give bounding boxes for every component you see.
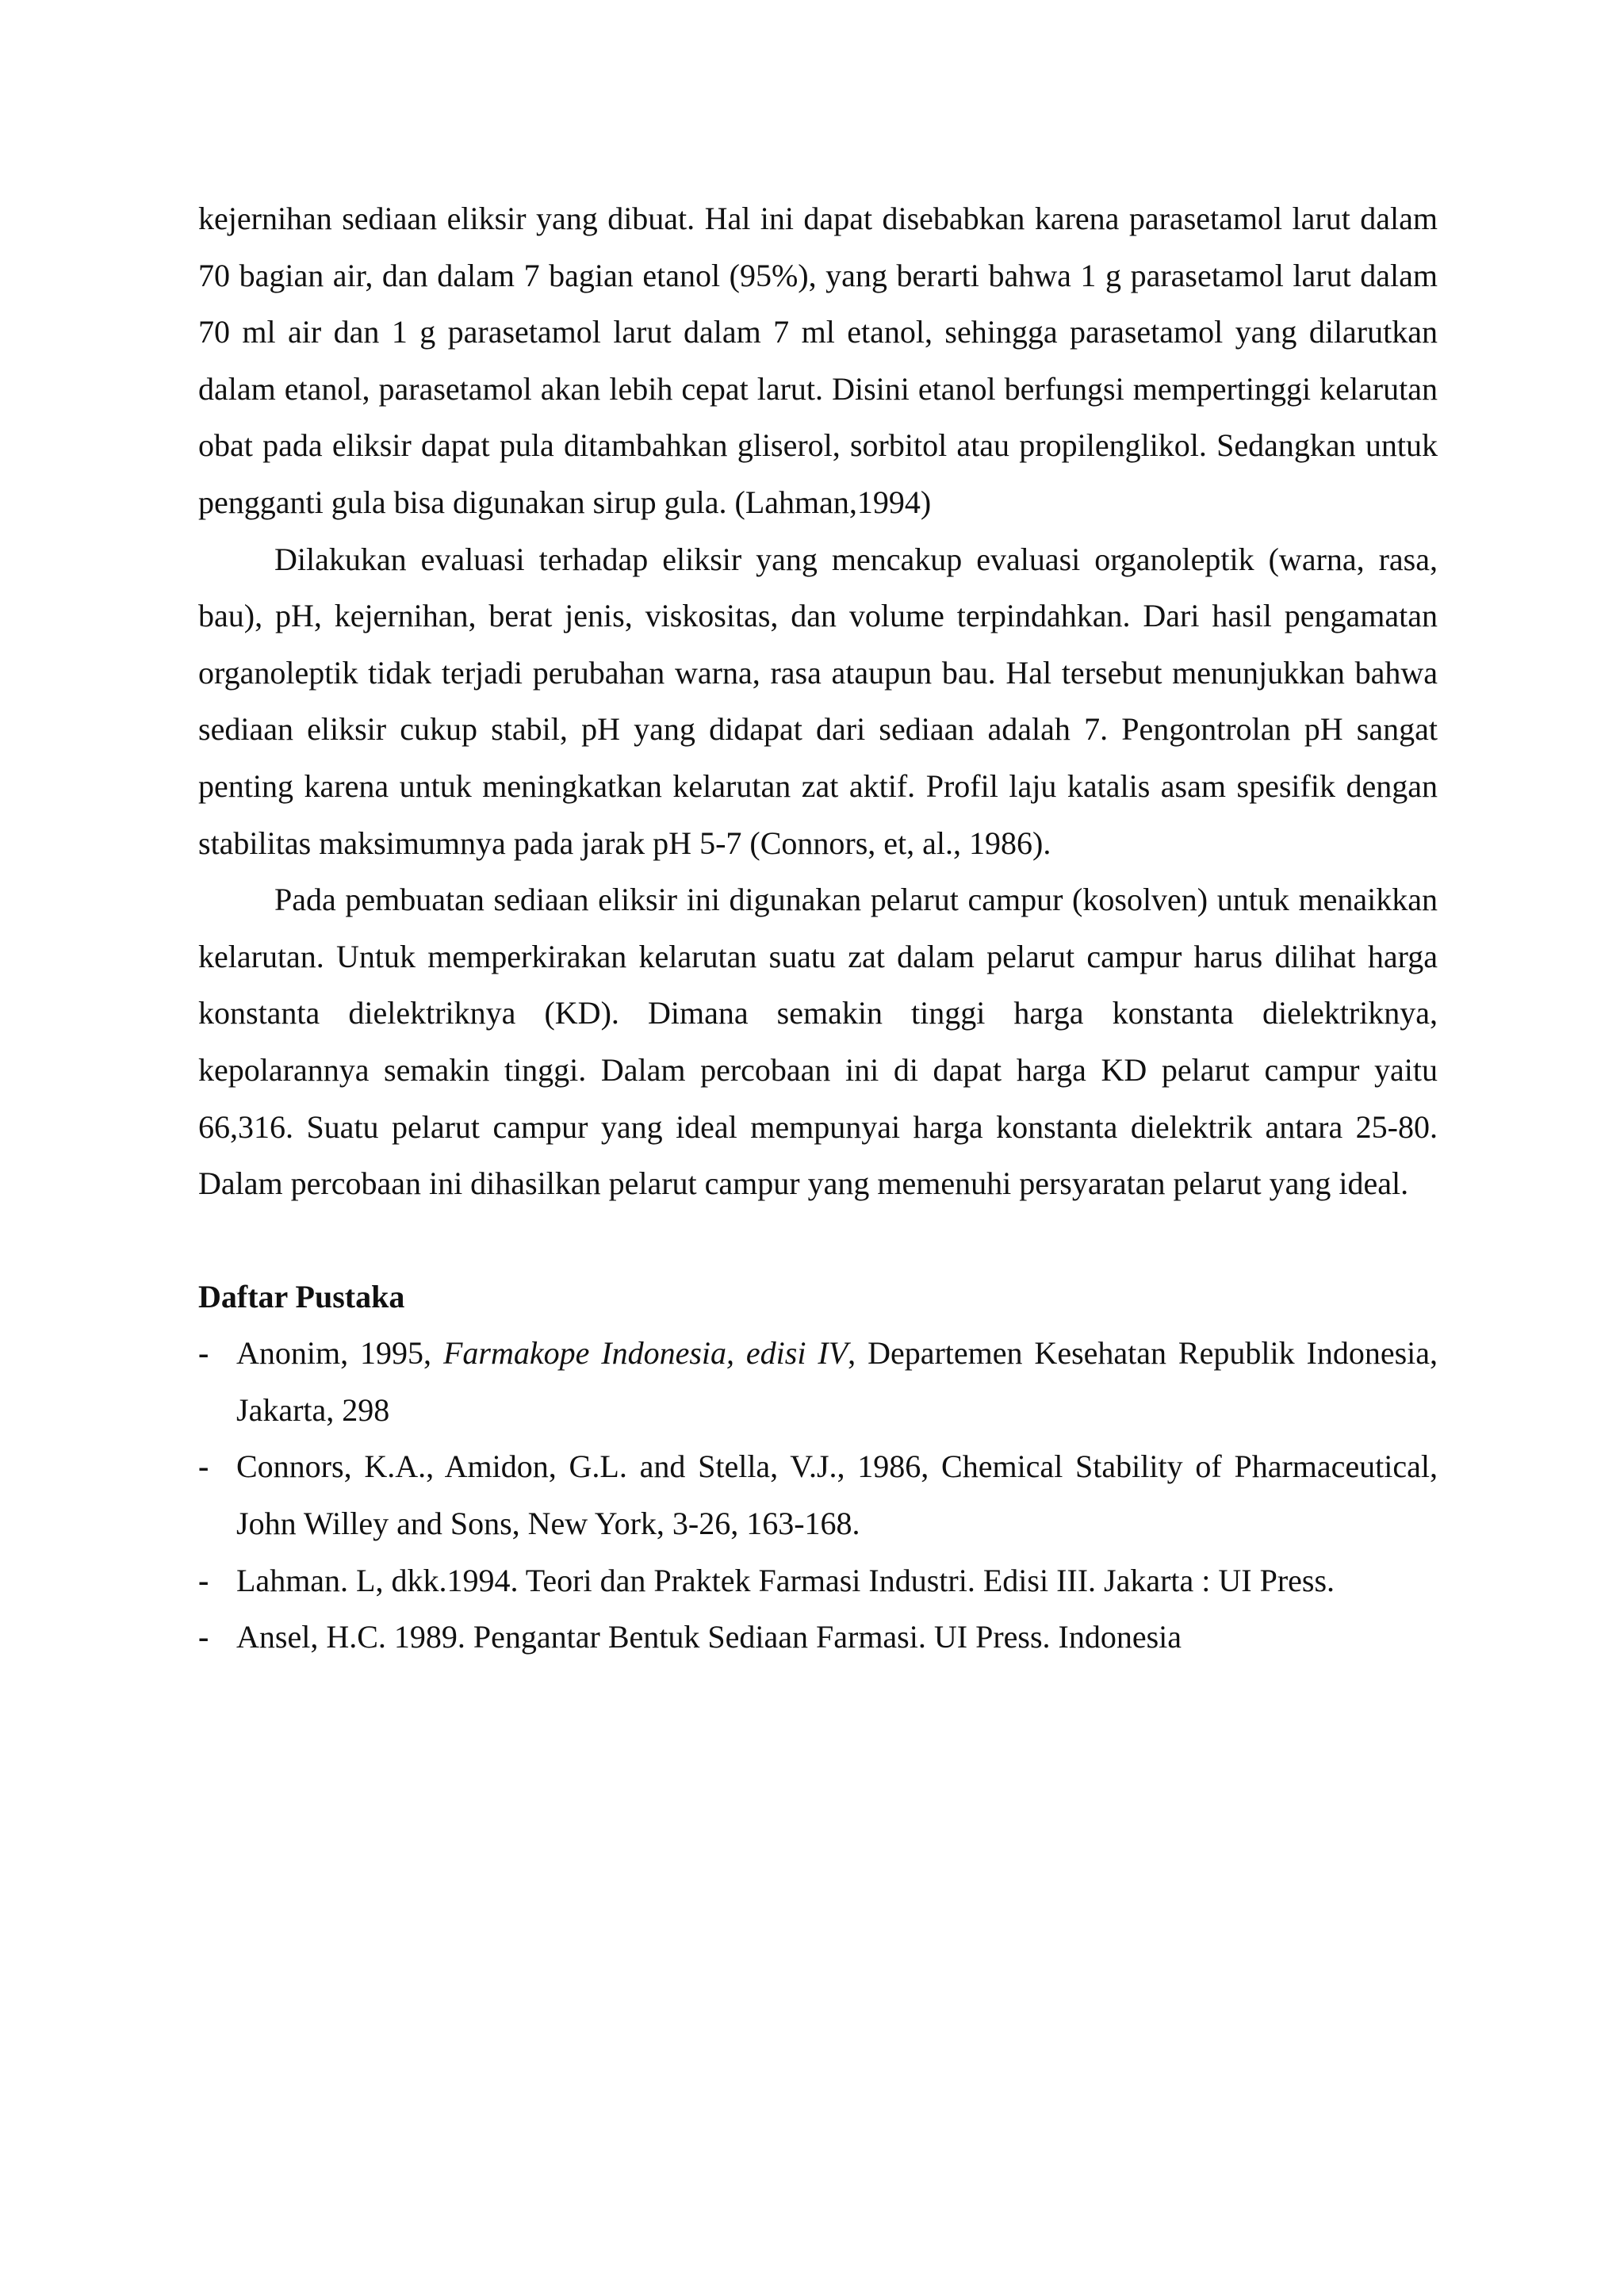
reference-text: Connors, K.A., Amidon, G.L. and Stella, V.J., 1986, Chemical Stability of Pharmaceutical, John Willey and Sons, New York, 3-26, 163-168. [236, 1448, 1438, 1542]
reference-item [198, 1609, 1438, 1666]
document-page [198, 190, 1438, 1666]
reference-italic-title: Farmakope Indonesia, edisi IV [442, 1335, 848, 1372]
reference-text-part: , Departemen Kesehatan Republik Indonesia, Jakarta, 298 [236, 1335, 1438, 1428]
reference-bullet: - [198, 1619, 209, 1655]
body-paragraph-2: Dilakukan evaluasi terhadap eliksir yang mencakup evaluasi organoleptik (warna, rasa, bau), pH, kejernihan, berat jenis, viskositas, dan volume terpindahkan. Dari hasil pengamatan organoleptik tidak terjadi perubahan warna, rasa ataupun bau. Hal tersebut menunjukkan bahwa sediaan eliksir cukup stabil, pH yang didapat dari sediaan adalah 7. Pengontrolan pH sangat penting karena untuk meningkatkan kelarutan zat aktif. Profil laju katalis asam spesifik dengan stabilitas maksimumnya pada jarak pH 5-7 (Connors, et, al., 1986). [198, 541, 1438, 861]
reference-text-part: Anonim, 1995, [236, 1335, 443, 1372]
references-heading: Daftar Pustaka [198, 1278, 405, 1314]
reference-text: Lahman. L, dkk.1994. Teori dan Praktek Farmasi Industri. Edisi III. Jakarta : UI Press. [236, 1562, 1335, 1598]
reference-bullet: - [198, 1448, 209, 1485]
reference-item [198, 1325, 1438, 1438]
reference-text: Ansel, H.C. 1989. Pengantar Bentuk Sediaan Farmasi. UI Press. Indonesia [236, 1619, 1182, 1655]
body-paragraph-3: Pada pembuatan sediaan eliksir ini digunakan pelarut campur (kosolven) untuk menaikkan kelarutan. Untuk memperkirakan kelarutan suatu zat dalam pelarut campur harus dilihat harga konstanta dielektriknya (KD). Dimana semakin tinggi harga konstanta dielektriknya, kepolarannya semakin tinggi. Dalam percobaan ini di dapat harga KD pelarut campur yaitu 66,316. Suatu pelarut campur yang ideal mempunyai harga konstanta dielektrik antara 25-80. Dalam percobaan ini dihasilkan pelarut campur yang memenuhi persyaratan pelarut yang ideal. [198, 882, 1438, 1202]
references-list [198, 1325, 1438, 1666]
reference-text [236, 1335, 1438, 1428]
reference-bullet: - [198, 1335, 209, 1372]
reference-item [198, 1438, 1438, 1552]
body-paragraph-1: kejernihan sediaan eliksir yang dibuat. Hal ini dapat disebabkan karena parasetamol larut dalam 70 bagian air, dan dalam 7 bagian etanol (95%), yang berarti bahwa 1 g parasetamol larut dalam 70 ml air dan 1 g parasetamol larut dalam 7 ml etanol, sehingga parasetamol yang dilarutkan dalam etanol, parasetamol akan lebih cepat larut. Disini etanol berfungsi mempertinggi kelarutan obat pada eliksir dapat pula ditambahkan gliserol, sorbitol atau propilenglikol. Sedangkan untuk pengganti gula bisa digunakan sirup gula. (Lahman,1994) [198, 201, 1438, 520]
reference-bullet: - [198, 1562, 209, 1598]
reference-item [198, 1552, 1438, 1609]
